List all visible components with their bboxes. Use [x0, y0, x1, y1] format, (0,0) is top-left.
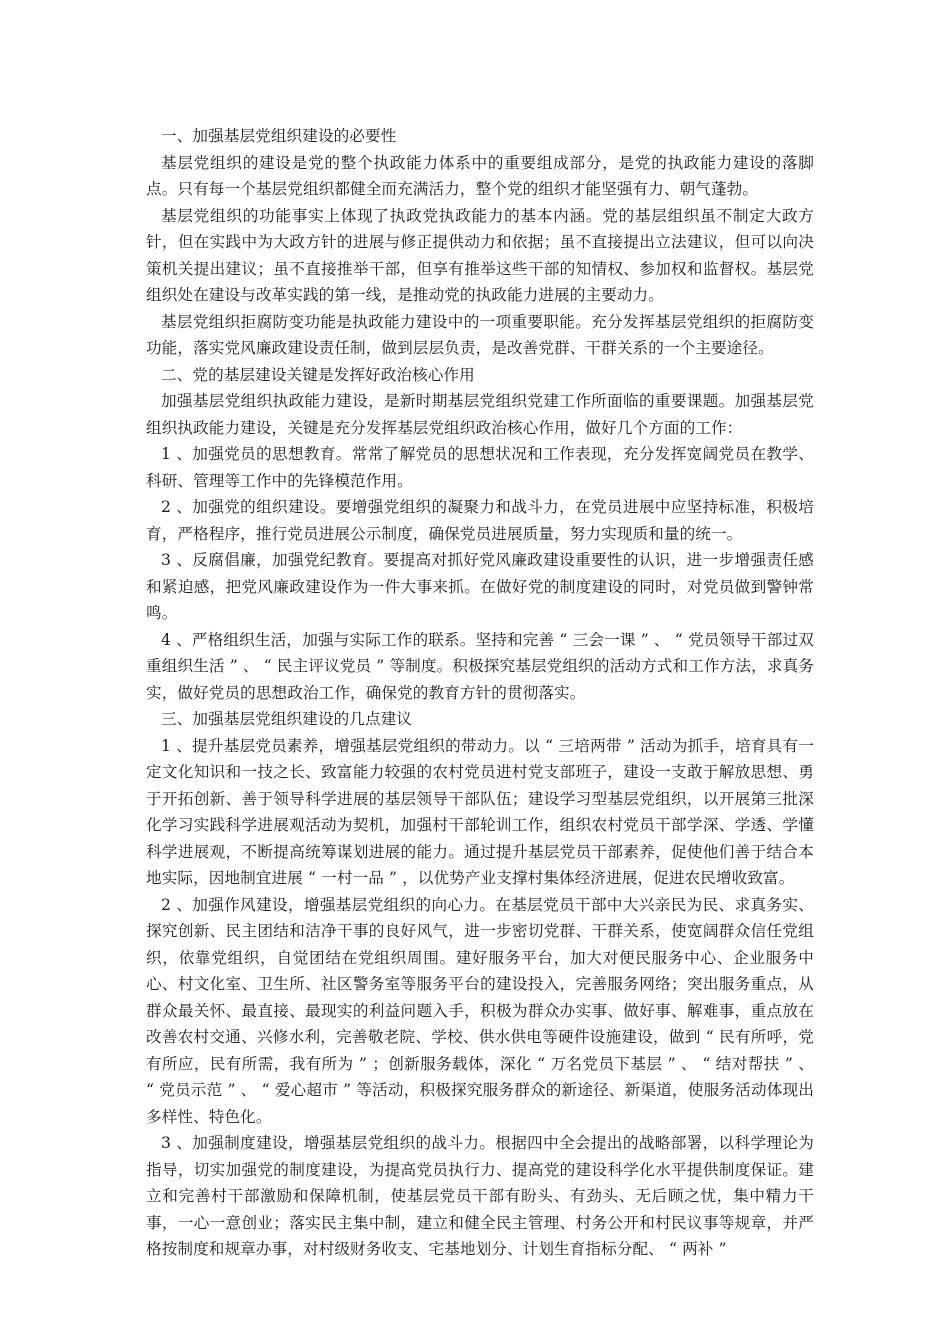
list-item: 3 、加强制度建设，增强基层党组织的战斗力。根据四中全会提出的战略部署，以科学理论为指导，切实加强党的制度建设，为提高党员执行力、提高党的建设科学化水平提供制度保证。建立和完善村干部激励和保障机制，使基层党员干部有盼头、有劲头、无后顾之忧，集中精力干事，一心一意创业；落实民主集中制，建立和健全民主管理、村务公开和村民议事等规章，并严格按制度和规章办事，对村级财务收支、宅基地划分、计划生育指标分配、 “ 两补 ”	[146, 1134, 814, 1258]
section-heading: 一、加强基层党组织建设的必要性	[161, 127, 397, 145]
section-heading: 三、加强基层党组织建设的几点建议	[161, 710, 413, 728]
section-heading: 二、党的基层建设关键是发挥好政治核心作用	[161, 365, 475, 384]
list-item: 1 、提升基层党员素养，增强基层党组织的带动力。以 “ 三培两带 ” 活动为抓手，培育具有一定文化知识和一技之长、致富能力较强的农村党员进村党支部班子，建设一支敢于解放思想、勇于开拓创新、善于领导科学进展的基层领导干部队伍；建设学习型基层党组织，以开展第三批深化学习实践科学进展观活动为契机，加强村干部轮训工作，组织农村党员干部学深、学透、学懂科学进展观，不断提高统筹谋划进展的能力。通过提升基层党员干部素养，促使他们善于结合本地实际，因地制宜进展 “ 一村一品 ” ，以优势产业支撑村集体经济进展，促进农民增收致富。	[146, 736, 814, 887]
paragraph: 基层党组织的功能事实上体现了执政党执政能力的基本内涵。党的基层组织虽不制定大政方针，但在实践中为大政方针的进展与修正提供动力和依据；虽不直接提出立法建议，但可以向决策机关提出建议；虽不直接推举干部，但享有推举这些干部的知情权、参加权和监督权。基层党组织处在建设与改革实践的第一线，是推动党的执政能力进展的主要动力。	[146, 206, 814, 304]
paragraph: 加强基层党组织执政能力建设，是新时期基层党组织党建工作所面临的重要课题。加强基层党组织执政能力建设，关键是充分发挥基层党组织政治核心作用，做好几个方面的工作：	[146, 392, 814, 437]
list-item: 2 、加强党的组织建设。要增强党组织的凝聚力和战斗力，在党员进展中应坚持标准，积极培育，严格程序，推行党员进展公示制度，确保党员进展质量，努力实现质和量的统一。	[146, 498, 814, 543]
paragraph: 基层党组织拒腐防变功能是执政能力建设中的一项重要职能。充分发挥基层党组织的拒腐防变功能，落实党风廉政建设责任制，做到层层负责，是改善党群、干群关系的一个主要途径。	[146, 312, 814, 357]
document-body	[146, 123, 814, 1263]
list-item: 2 、加强作风建设，增强基层党组织的向心力。在基层党员干部中大兴亲民为民、求真务实、探究创新、民主团结和洁净干事的良好风气，进一步密切党群、干群关系，使宽阔群众信任党组织，依靠党组织，自觉团结在党组织周围。建好服务平台，加大对便民服务中心、企业服务中心、村文化室、卫生所、社区警务室等服务平台的建设投入，完善服务网络；突出服务重点，从群众最关怀、最直接、最现实的利益问题入手，积极为群众办实事、做好事、解难事，重点放在改善农村交通、兴修水利，完善敬老院、学校、供水供电等硬件设施建设，做到 “ 民有所呼，党有所应，民有所需，我有所为 ” ；创新服务载体，深化 “ 万名党员下基层 ” 、 “ 结对帮扶 ” 、 “ 党员示范 ” 、 “ 爱心超市 ” 等活动，积极探究服务群众的新途径、新渠道，使服务活动体现出多样性、特色化。	[146, 895, 814, 1126]
list-item: 4 、严格组织生活，加强与实际工作的联系。坚持和完善 “ 三会一课 ” 、 “ 党员领导干部过双重组织生活 ” 、 “ 民主评议党员 ” 等制度。积极探究基层党组织的活动方式和工作方法，求真务实，做好党员的思想政治工作，确保党的教育方针的贯彻落实。	[146, 630, 814, 702]
list-item: 1 、加强党员的思想教育。常常了解党员的思想状况和工作表现，充分发挥宽阔党员在教学、科研、管理等工作中的先锋模范作用。	[146, 445, 814, 490]
list-item: 3 、反腐倡廉，加强党纪教育。要提高对抓好党风廉政建设重要性的认识，进一步增强责任感和紧迫感，把党风廉政建设作为一件大事来抓。在做好党的制度建设的同时，对党员做到警钟常鸣。	[146, 551, 814, 622]
paragraph: 基层党组织的建设是党的整个执政能力体系中的重要组成部分，是党的执政能力建设的落脚点。只有每一个基层党组织都健全而充满活力，整个党的组织才能坚强有力、朝气蓬勃。	[146, 153, 814, 198]
